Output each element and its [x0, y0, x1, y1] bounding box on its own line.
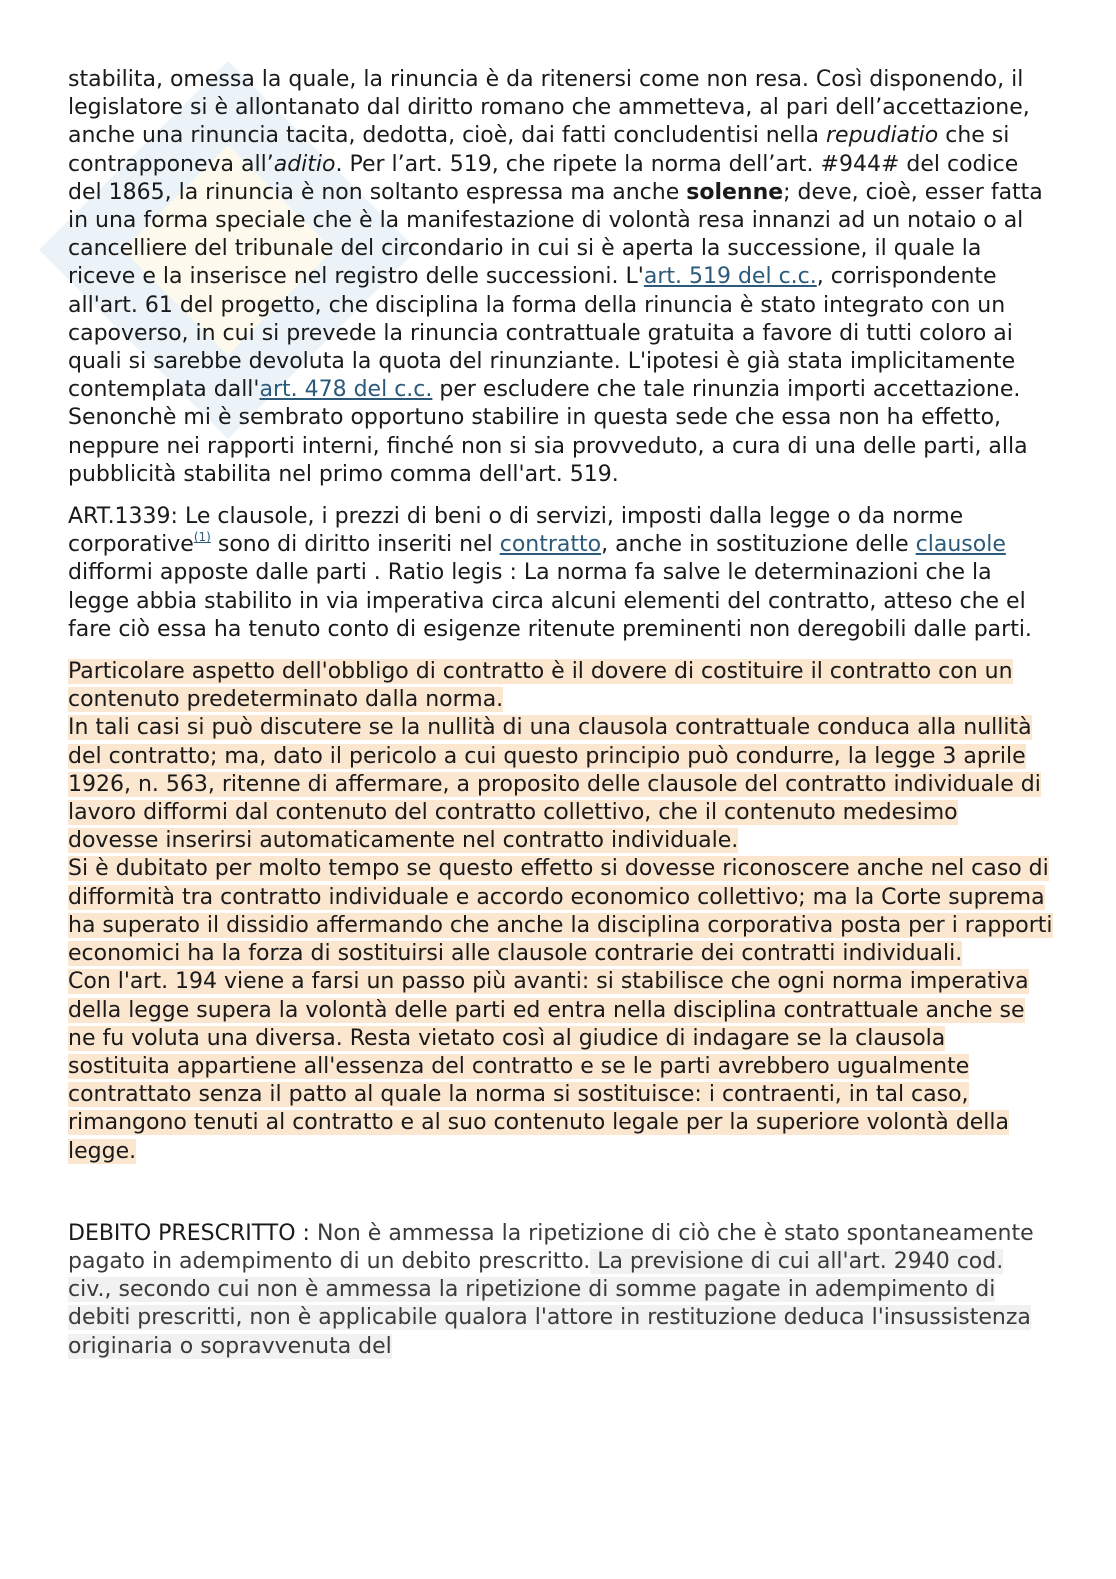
link-art-519[interactable]: art. 519 del c.c.	[643, 264, 817, 290]
text-span: , corrispondente all'art. 61 del progetto, che disciplina la forma della rinuncia è stato integrato con un capoverso, in cui si prevede la rinuncia contrattuale gratuita a favore di tutti coloro ai quali si sarebbe devoluta la quota del rinunziante. L'ipotesi è già stata implicitamente contemplata dall'	[68, 264, 1016, 403]
section-heading: DEBITO PRESCRITTO :	[68, 1220, 317, 1246]
text-span: ART.1339: Le clausole, i prezzi di beni o di servizi, imposti dalla legge o da norme corporative	[68, 504, 964, 558]
link-clausole[interactable]: clausole	[915, 532, 1006, 558]
highlighted-paragraph	[68, 968, 1053, 1165]
highlighted-paragraph	[68, 658, 1053, 714]
paragraph-rinuncia	[68, 66, 1053, 489]
text-span: che si contrapponeva all’	[68, 123, 1010, 177]
paragraph-art-1339	[68, 503, 1053, 644]
text-span: ; deve, cioè, esser fatta in una forma speciale che è la manifestazione di volontà resa innanzi ad un notaio o al cancelliere del tribunale del circondario in cui si è aperta la successione, il quale la riceve e la inserisce nel registro delle successioni. L'	[68, 179, 1043, 290]
text-span: stabilita, omessa la quale, la rinuncia è da ritenersi come non resa. Così disponendo, il legislatore si è allontanato dal diritto romano che ammetteva, al pari dell’accettazione, anche una rinuncia tacita, dedotta, cioè, dai fatti concludentisi nella	[68, 67, 1030, 149]
highlighted-block	[68, 658, 1053, 1166]
text-span: difformi apposte dalle parti . Ratio legis : La norma fa salve le determinazioni che la legge abbia stabilito in via imperativa circa alcuni elementi del contratto, atteso che el fare ciò essa ha tenuto conto di esigenze ritenute preminenti non deregobili dalle parti.	[68, 560, 1032, 642]
highlighted-text: Particolare aspetto dell'obbligo di contratto è il dovere di costituire il contratto con un contenuto predeterminato dalla norma.	[68, 659, 1013, 713]
link-contratto[interactable]: contratto	[499, 532, 602, 558]
highlighted-paragraph	[68, 855, 1053, 968]
highlighted-text: Si è dubitato per molto tempo se questo effetto si dovesse riconoscere anche nel caso di difformità tra contratto individuale e accordo economico collettivo; ma la Corte suprema ha superato il dissidio affermando che anche la disciplina corporativa posta per i rapporti economici ha la forza di sostituirsi alle clausole contrarie dei contratti individuali.	[68, 856, 1053, 967]
italic-term: repudiatio	[825, 123, 939, 149]
text-span: . Per l’art. 519, che ripete la norma dell’art. #944# del codice del 1865, la rinuncia è non soltanto espressa ma anche	[68, 151, 1019, 205]
document-page	[68, 66, 1053, 1361]
text-span: per escludere che tale rinunzia importi accettazione. Senonchè mi è sembrato opportuno stabilire in questa sede che essa non ha effetto, neppure nei rapporti interni, finché non si sia provveduto, a cura di una delle parti, alla pubblicità stabilita nel primo comma dell'art. 519.	[68, 377, 1028, 487]
paragraph-debito-prescritto	[68, 1220, 1053, 1361]
text-span: sono di diritto inseriti nel	[210, 532, 500, 558]
highlighted-paragraph	[68, 714, 1053, 855]
bold-term: solenne	[686, 179, 784, 205]
text-span: , anche in sostituzione delle	[601, 532, 916, 558]
text-span: Non è ammessa la ripetizione di ciò che è stato spontaneamente pagato in adempimento di un debito prescritto.	[68, 1220, 1034, 1274]
highlighted-text: La previsione di cui all'art. 2940 cod. civ., secondo cui non è ammessa la ripetizione di somme pagate in adempimento di debiti prescritti, non è applicabile qualora l'attore in restituzione deduca l'insussistenza originaria o sopravvenuta del	[68, 1248, 1031, 1359]
highlighted-text: In tali casi si può discutere se la nullità di una clausola contrattuale conduca alla nullità del contratto; ma, dato il pericolo a cui questo principio può condurre, la legge 3 aprile 1926, n. 563, ritenne di affermare, a proposito delle clausole del contratto individuale di lavoro difformi dal contenuto del contratto collettivo, che il contenuto medesimo dovesse inserirsi automaticamente nel contratto individuale.	[68, 715, 1041, 854]
footnote-link[interactable]: (1)	[193, 530, 211, 545]
link-art-478[interactable]: art. 478 del c.c.	[259, 377, 433, 403]
italic-term: aditio	[273, 151, 336, 177]
highlighted-text: Con l'art. 194 viene a farsi un passo più avanti: si stabilisce che ogni norma imperativa della legge supera la volontà delle parti ed entra nella disciplina contrattuale anche se ne fu voluta una diversa. Resta vietato così al giudice di indagare se la clausola sostituita appartiene all'essenza del contratto e se le parti avrebbero ugualmente contrattato senza il patto al quale la norma si sostituisce: i contraenti, in tal caso, rimangono tenuti al contratto e al suo contenuto legale per la superiore volontà della legge.	[68, 969, 1029, 1164]
